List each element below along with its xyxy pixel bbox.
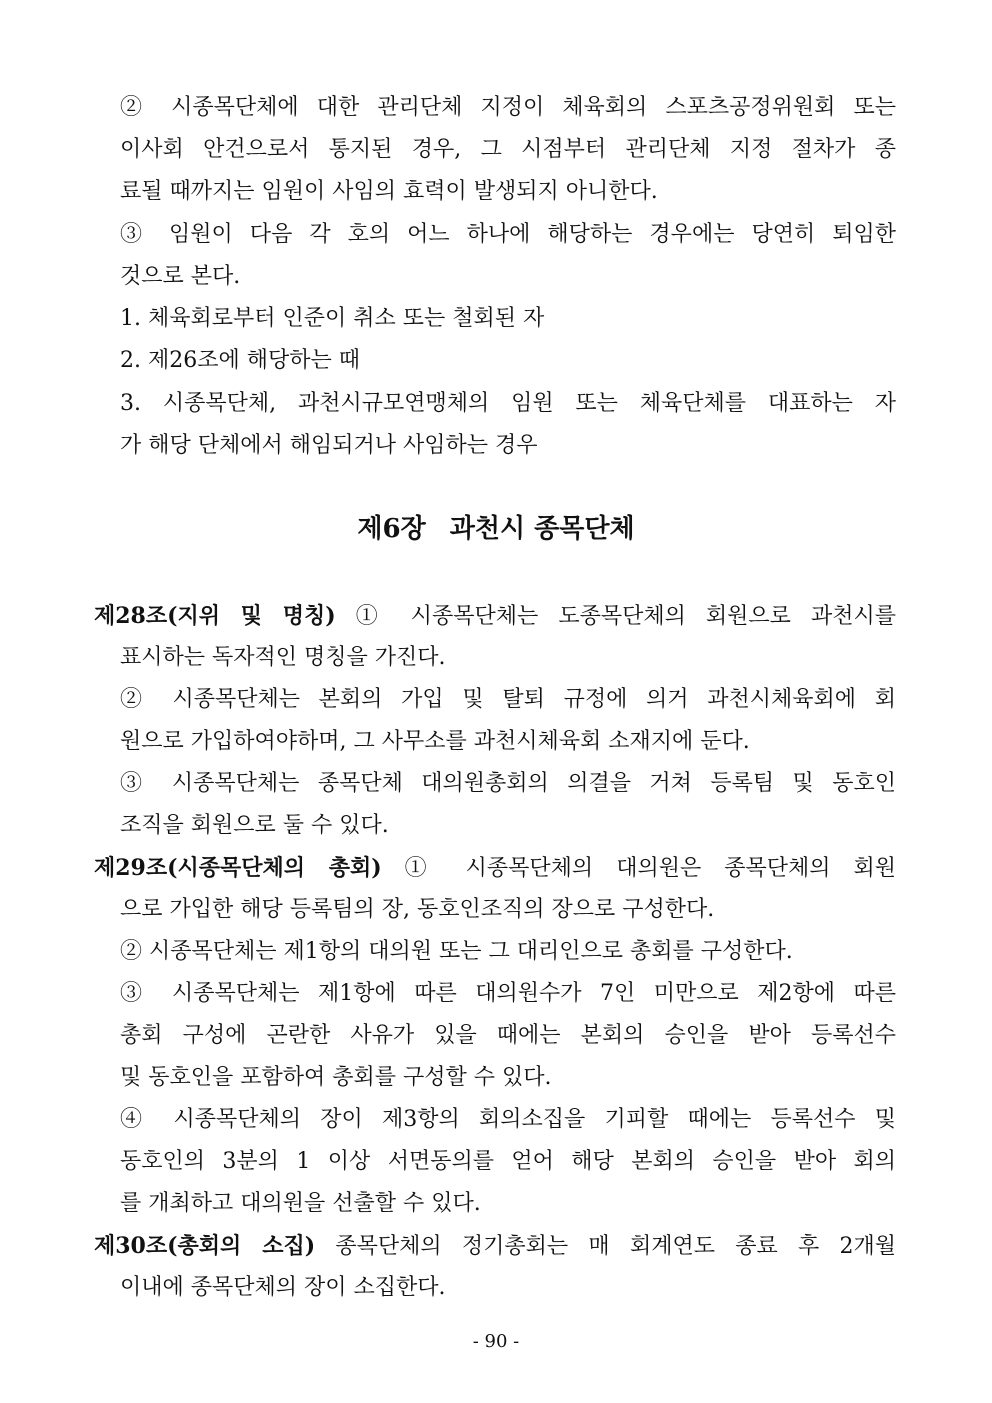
paragraph-line: 것으로 본다. [120, 264, 241, 289]
paragraph-line: ② 시종목단체는 본회의 가입 및 탈퇴 규정에 의거 과천시체육회에 회 [120, 687, 896, 712]
article-28-first-line: 제28조(지위 및 명칭) ① 시종목단체는 도종목단체의 회원으로 과천시를 [94, 603, 896, 629]
paragraph-line: 으로 가입한 해당 등록팀의 장, 동호인조직의 장으로 구성한다. [120, 897, 715, 922]
article-29-first-line: 제29조(시종목단체의 총회) ① 시종목단체의 대의원은 종목단체의 회원 [94, 855, 896, 881]
paragraph-line: 및 동호인을 포함하여 총회를 구성할 수 있다. [120, 1065, 552, 1090]
paragraph-line: ② 시종목단체에 대한 관리단체 지정이 체육회의 스포츠공정위원회 또는 [120, 95, 896, 120]
list-item: 1. 체육회로부터 인준이 취소 또는 철회된 자 [120, 306, 545, 331]
paragraph-line: 동호인의 3분의 1 이상 서면동의를 얻어 해당 본회의 승인을 받아 회의 [120, 1149, 896, 1174]
paragraph-line: 를 개최하고 대의원을 선출할 수 있다. [120, 1191, 481, 1216]
paragraph-line: 조직을 회원으로 둘 수 있다. [120, 813, 389, 838]
list-item: 2. 제26조에 해당하는 때 [120, 348, 360, 373]
list-item-continued: 가 해당 단체에서 해임되거나 사임하는 경우 [120, 433, 538, 458]
article-30-first-line: 제30조(총회의 소집) 종목단체의 정기총회는 매 회계연도 종료 후 2개월 [94, 1233, 896, 1259]
paragraph-line: 이사회 안건으로서 통지된 경우, 그 시점부터 관리단체 지정 절차가 종 [120, 137, 896, 162]
paragraph-line: ② 시종목단체는 제1항의 대의원 또는 그 대리인으로 총회를 구성한다. [120, 939, 793, 964]
chapter-number: 제6장 [357, 514, 426, 544]
paragraph-line: 표시하는 독자적인 명칭을 가진다. [120, 645, 446, 670]
paragraph-line: ④ 시종목단체의 장이 제3항의 회의소집을 기피할 때에는 등록선수 및 [120, 1107, 896, 1132]
paragraph-line: 원으로 가입하여야하며, 그 사무소를 과천시체육회 소재지에 둔다. [120, 729, 750, 754]
paragraph-line: 료될 때까지는 임원이 사임의 효력이 발생되지 아니한다. [120, 179, 658, 204]
paragraph-line: ③ 시종목단체는 제1항에 따른 대의원수가 7인 미만으로 제2항에 따른 [120, 981, 896, 1006]
paragraph-line: 이내에 종목단체의 장이 소집한다. [120, 1275, 446, 1300]
paragraph-line: ③ 시종목단체는 종목단체 대의원총회의 의결을 거쳐 등록팀 및 동호인 [120, 771, 896, 796]
chapter-title: 과천시 종목단체 [449, 514, 635, 544]
list-item: 3. 시종목단체, 과천시규모연맹체의 임원 또는 체육단체를 대표하는 자 [120, 391, 896, 416]
article-29-heading: 제29조(시종목단체의 총회) [94, 855, 382, 881]
article-30-heading: 제30조(총회의 소집) [94, 1233, 316, 1259]
paragraph-line: 총회 구성에 곤란한 사유가 있을 때에는 본회의 승인을 받아 등록선수 [120, 1023, 896, 1048]
chapter-heading [0, 511, 992, 547]
page-number: - 90 - [472, 1331, 520, 1352]
article-28-heading: 제28조(지위 및 명칭) [94, 603, 336, 629]
paragraph-line: ③ 임원이 다음 각 호의 어느 하나에 해당하는 경우에는 당연히 퇴임한 [120, 222, 896, 247]
